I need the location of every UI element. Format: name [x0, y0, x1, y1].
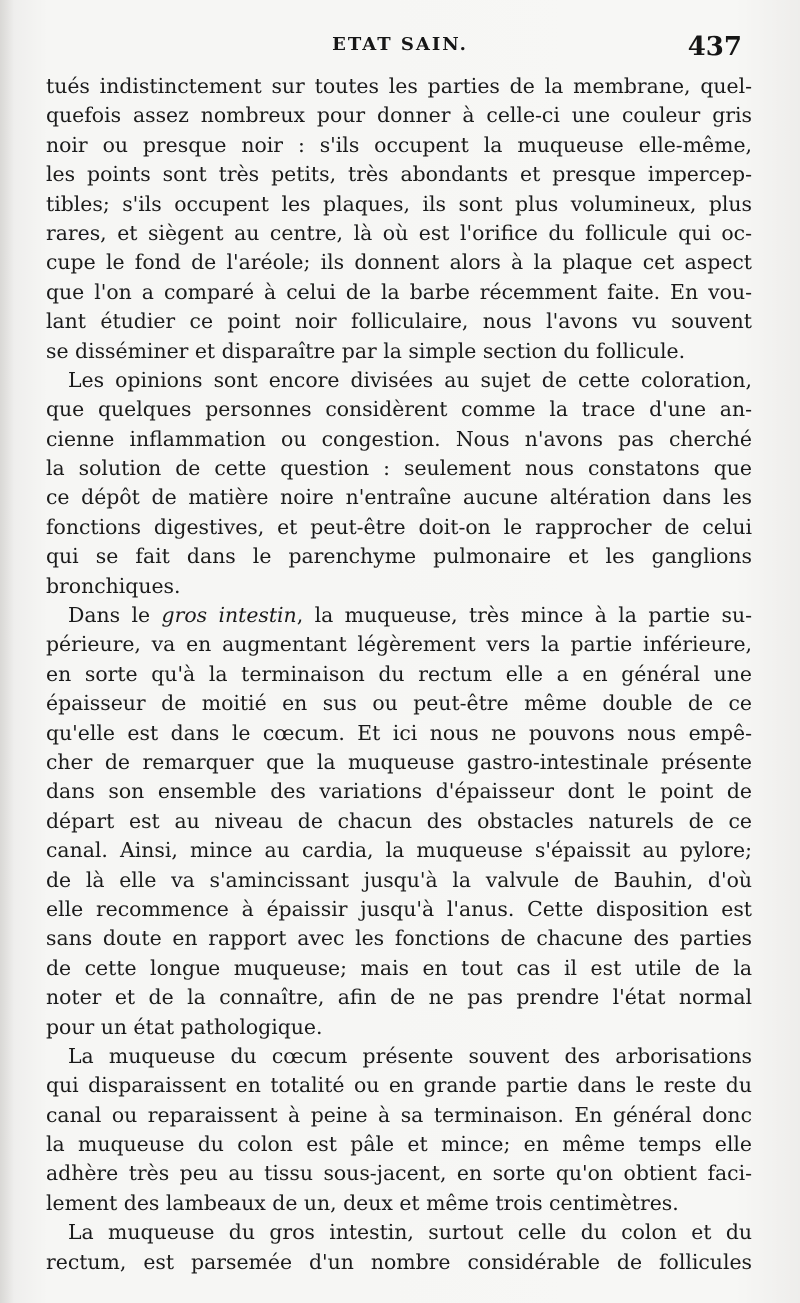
text-line: que quelques personnes considèrent comme la trace d'une an- [46, 397, 752, 422]
page-number: 437 [687, 32, 742, 62]
text-line: rectum, est parsemée d'un nombre considérable de follicules [46, 1249, 752, 1274]
text-line: en sorte qu'à la terminaison du rectum elle a en général une [46, 661, 752, 686]
body-text [46, 72, 752, 1277]
text-line: rares, et siègent au centre, là où est l'orifice du follicule qui oc- [46, 220, 752, 245]
text-line: lant étudier ce point noir folliculaire, nous l'avons vu souvent [46, 309, 752, 334]
paragraph-end-line: lement des lambeaux de un, deux et même trois centimètres. [46, 1190, 679, 1215]
text-line: quefois assez nombreux pour donner à celle-ci une couleur gris [46, 103, 752, 128]
paragraph-start-line: La muqueuse du gros intestin, surtout celle du colon et du [68, 1220, 752, 1245]
text-line: qui se fait dans le parenchyme pulmonaire et les ganglions [46, 544, 752, 569]
text-line: cher de remarquer que la muqueuse gastro-intestinale présente [46, 749, 752, 774]
text-line: canal. Ainsi, mince au cardia, la muqueuse s'épaissit au pylore; [46, 838, 752, 863]
text-line: de là elle va s'amincissant jusqu'à la valvule de Bauhin, d'où [46, 867, 752, 892]
text-line: qui disparaissent en totalité ou en grande partie dans le reste du [46, 1073, 752, 1098]
text-line: périeure, va en augmentant légèrement vers la partie inférieure, [46, 632, 752, 657]
paragraph-start-line: Les opinions sont encore divisées au sujet de cette coloration, [68, 367, 752, 392]
page-gutter-shadow [0, 0, 14, 1303]
paragraph-end-line: pour un état pathologique. [46, 1014, 323, 1039]
text-line: sans doute en rapport avec les fonctions de chacune des parties [46, 926, 752, 951]
italic-term: gros intestin [161, 603, 297, 628]
page-header [0, 34, 800, 66]
text-line: tibles; s'ils occupent les plaques, ils sont plus volumineux, plus [46, 191, 752, 216]
text-line: noter et de la connaître, afin de ne pas prendre l'état normal [46, 985, 752, 1010]
running-title: ETAT SAIN. [332, 34, 468, 55]
text-line: de cette longue muqueuse; mais en tout cas il est utile de la [46, 955, 752, 980]
text-line: elle recommence à épaissir jusqu'à l'anus. Cette disposition est [46, 896, 752, 921]
text-line: qu'elle est dans le cœcum. Et ici nous ne pouvons nous empê- [46, 720, 752, 745]
paragraph-end-line: se disséminer et disparaître par la simple section du follicule. [46, 338, 686, 363]
text-line: noir ou presque noir : s'ils occupent la muqueuse elle-même, [46, 132, 752, 157]
text-line: cupe le fond de l'aréole; ils donnent alors à la plaque cet aspect [46, 250, 752, 275]
text-line: cienne inflammation ou congestion. Nous n'avons pas cherché [46, 426, 752, 451]
text-line: les points sont très petits, très abondants et presque impercep- [46, 162, 752, 187]
text-line: la muqueuse du colon est pâle et mince; en même temps elle [46, 1132, 752, 1157]
text-line: canal ou reparaissent à peine à sa terminaison. En général donc [46, 1102, 752, 1127]
text-line: départ est au niveau de chacun des obstacles naturels de ce [46, 808, 752, 833]
text-line: dans son ensemble des variations d'épaisseur dont le point de [46, 779, 752, 804]
text-line: fonctions digestives, et peut-être doit-on le rapprocher de celui [46, 514, 752, 539]
text-line: que l'on a comparé à celui de la barbe récemment faite. En vou- [46, 279, 752, 304]
text-line: épaisseur de moitié en sus ou peut-être même double de ce [46, 691, 752, 716]
text-line: tués indistinctement sur toutes les parties de la membrane, quel- [46, 74, 752, 98]
paragraph-start-line: Dans le gros intestin, la muqueuse, très mince à la partie su- [68, 603, 753, 628]
paragraph-end-line: bronchiques. [46, 573, 181, 598]
text-line: la solution de cette question : seulement nous constatons que [46, 456, 752, 481]
paragraph-start-line: La muqueuse du cœcum présente souvent des arborisations [68, 1043, 752, 1068]
text-line: adhère très peu au tissu sous-jacent, en sorte qu'on obtient faci- [46, 1161, 752, 1186]
text-line: ce dépôt de matière noire n'entraîne aucune altération dans les [46, 485, 752, 510]
